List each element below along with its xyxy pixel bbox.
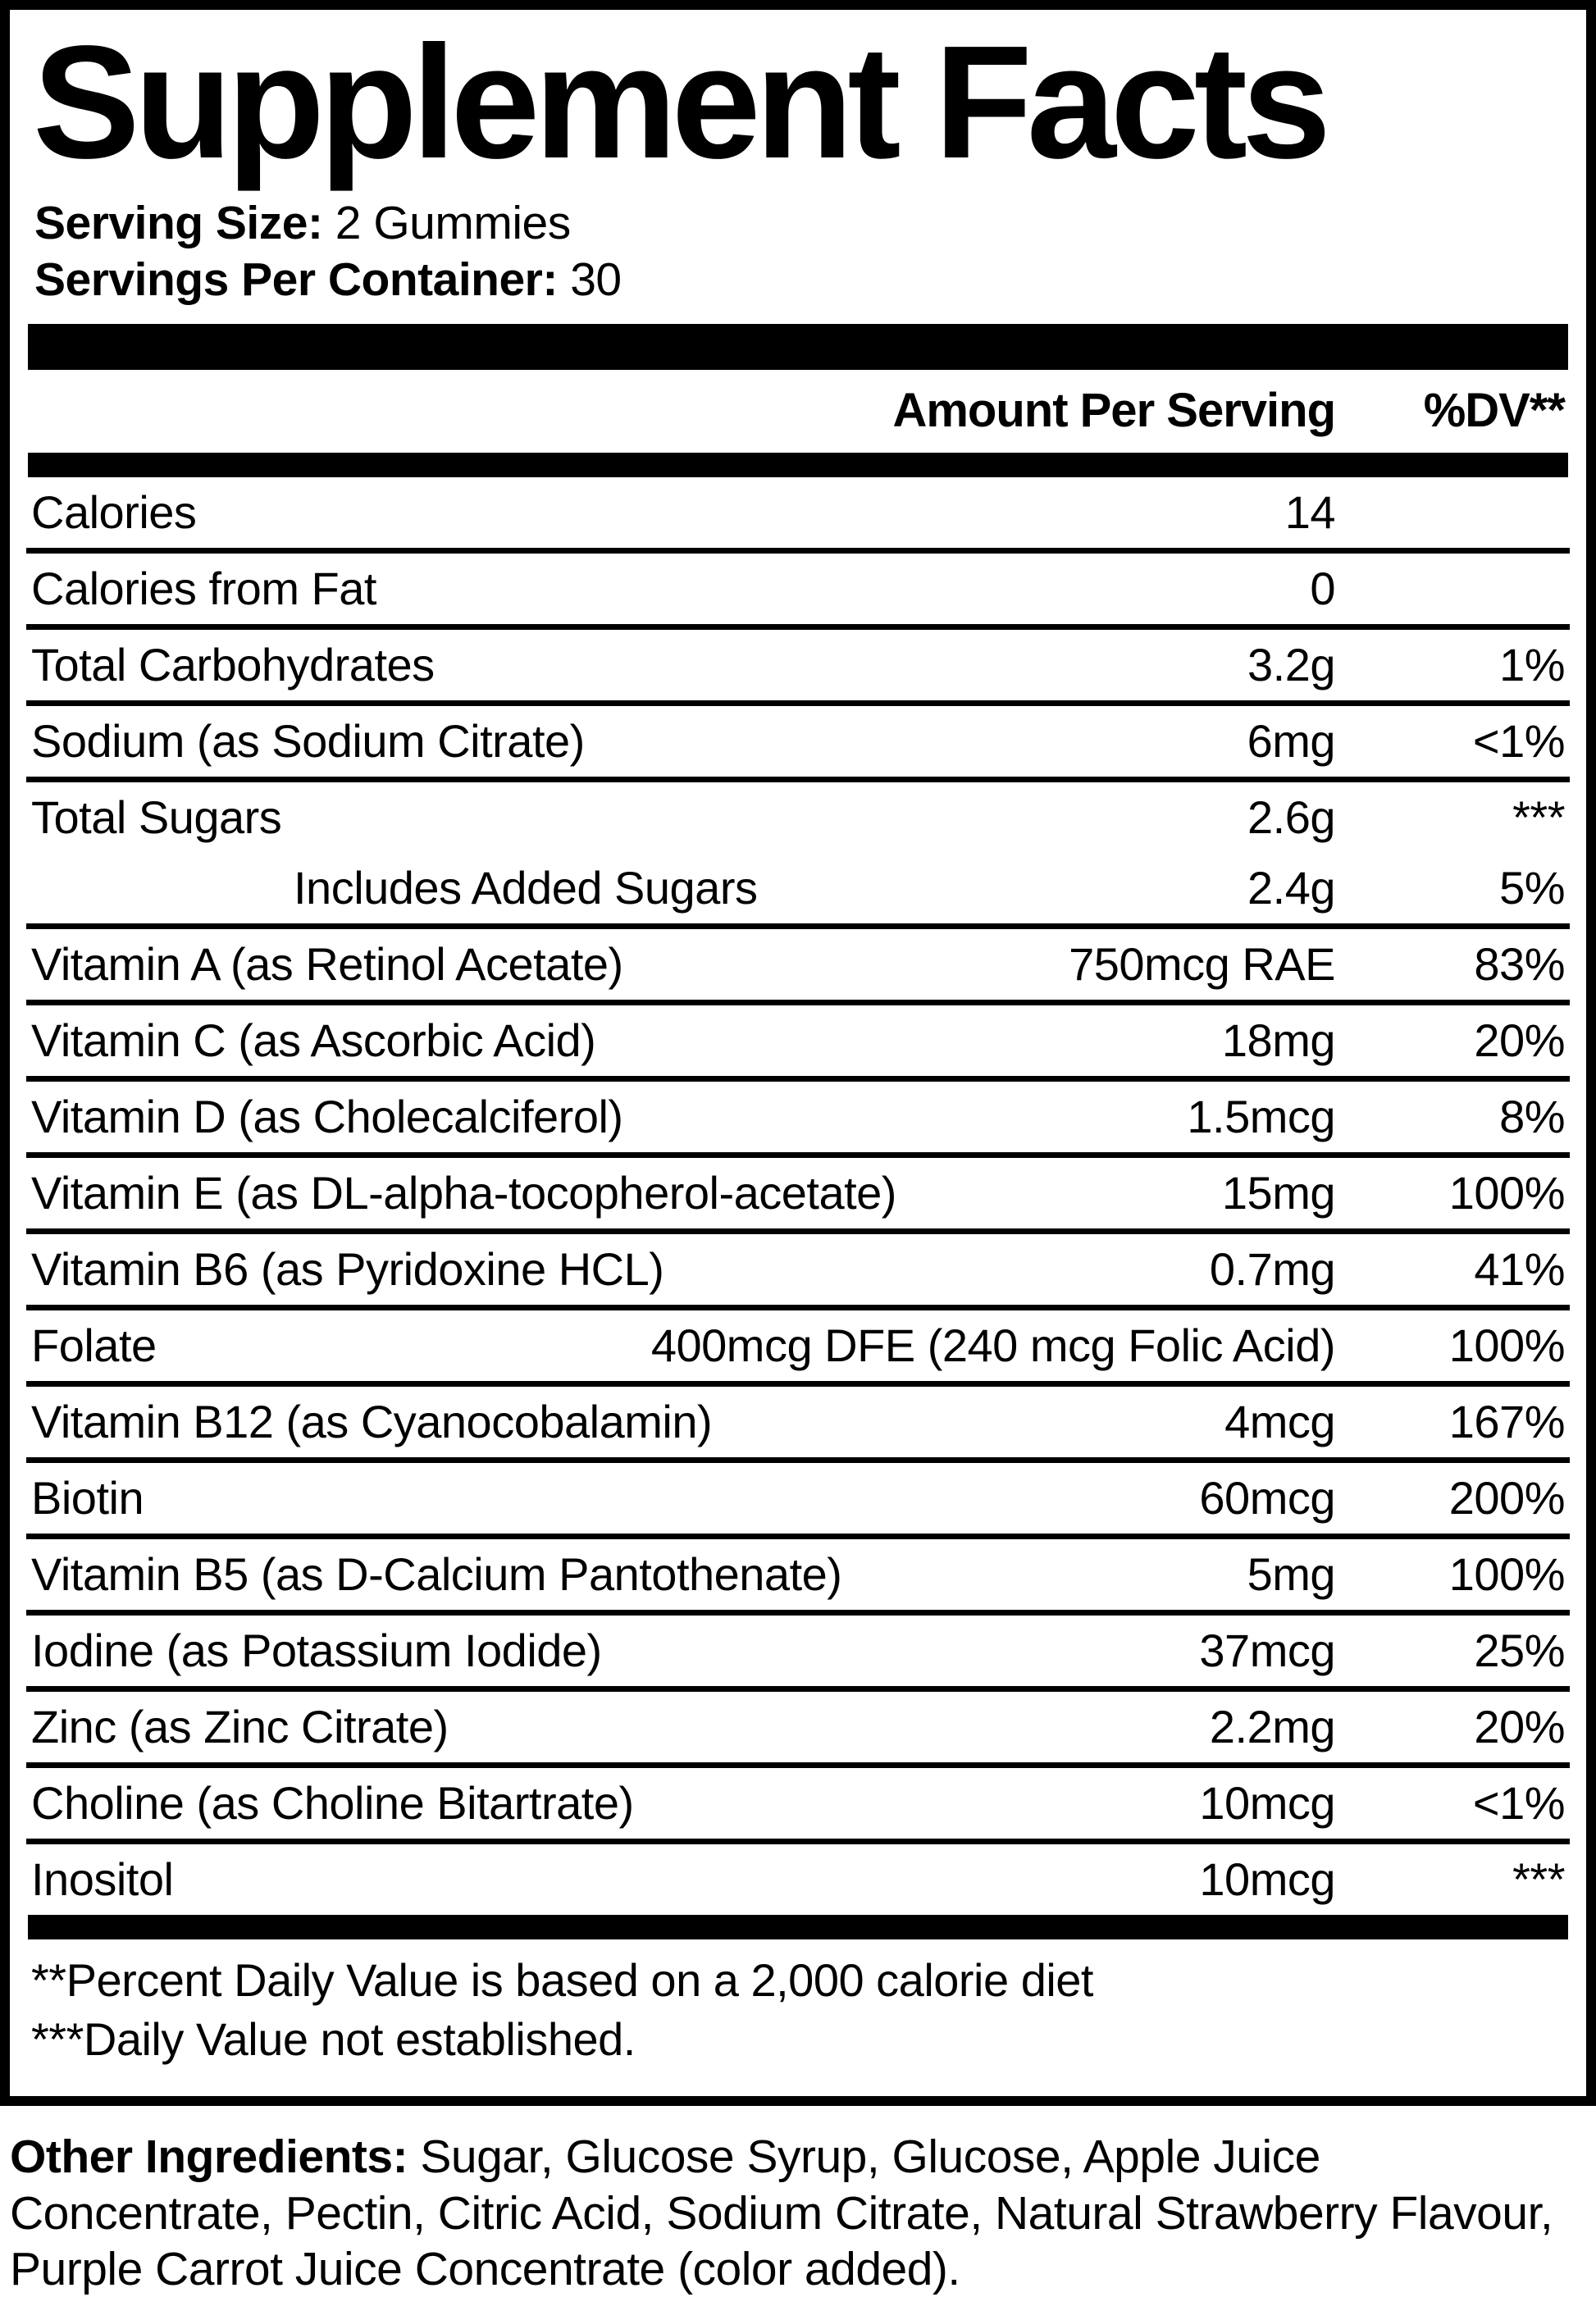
nutrient-row (26, 1381, 1570, 1457)
nutrient-amount: 750mcg RAE (1069, 938, 1335, 991)
nutrient-amount: 15mg (1221, 1167, 1335, 1219)
table-header-row (26, 370, 1570, 448)
nutrient-amount: 0.7mg (1209, 1243, 1335, 1296)
nutrient-amount: 2.4g (1247, 862, 1335, 914)
other-ingredients-label: Other Ingredients: (10, 2131, 408, 2184)
nutrient-name: Vitamin E (as DL-alpha-tocopherol-acetate) (31, 1167, 896, 1219)
nutrient-dv: 167% (1448, 1396, 1565, 1448)
nutrient-row (26, 1610, 1570, 1686)
nutrient-name: Folate (31, 1319, 157, 1372)
other-ingredients (10, 2129, 1575, 2297)
nutrient-name: Biotin (31, 1472, 144, 1524)
thick-divider-top (28, 324, 1568, 370)
nutrient-dv: <1% (1472, 1777, 1565, 1830)
nutrient-row (26, 1000, 1570, 1076)
nutrient-dv: 100% (1448, 1319, 1565, 1372)
nutrient-name: Iodine (as Potassium Iodide) (31, 1625, 602, 1677)
nutrient-amount: 60mcg (1199, 1472, 1335, 1524)
nutrient-amount: 400mcg DFE (240 mcg Folic Acid) (650, 1319, 1335, 1372)
servings-per-container-label: Servings Per Container: (34, 253, 558, 306)
nutrient-dv: 1% (1499, 639, 1565, 691)
nutrient-row (26, 1534, 1570, 1610)
nutrient-name: Zinc (as Zinc Citrate) (31, 1701, 449, 1753)
nutrient-amount: 10mcg (1199, 1853, 1335, 1906)
nutrient-row (26, 923, 1570, 1000)
nutrient-rows (26, 477, 1570, 1915)
nutrient-row (26, 1152, 1570, 1228)
nutrient-dv: 8% (1499, 1091, 1565, 1143)
nutrient-name: Total Sugars (31, 791, 282, 844)
nutrient-dv: 100% (1448, 1548, 1565, 1601)
nutrient-amount: 1.5mcg (1187, 1091, 1335, 1143)
nutrient-dv: 20% (1474, 1701, 1565, 1753)
nutrient-row (26, 700, 1570, 777)
nutrient-row (26, 1457, 1570, 1534)
nutrient-amount: 14 (1284, 486, 1335, 539)
footnote-dv-basis: **Percent Daily Value is based on a 2,000 calorie diet (31, 1953, 1093, 2006)
medium-divider (28, 453, 1568, 477)
thick-divider-bottom (28, 1915, 1568, 1939)
nutrient-name: Choline (as Choline Bitartrate) (31, 1777, 634, 1830)
nutrient-amount: 4mcg (1224, 1396, 1335, 1448)
nutrient-name: Inositol (31, 1853, 174, 1906)
nutrient-row (26, 1305, 1570, 1381)
nutrient-amount: 2.2mg (1209, 1701, 1335, 1753)
nutrient-name: Vitamin B6 (as Pyridoxine HCL) (31, 1243, 664, 1296)
serving-size-label: Serving Size: (34, 197, 323, 250)
nutrient-row (26, 1228, 1570, 1305)
header-dv-label: %DV** (1423, 383, 1565, 437)
nutrient-row (26, 1686, 1570, 1762)
nutrient-amount: 10mcg (1199, 1777, 1335, 1830)
nutrient-amount: 3.2g (1247, 639, 1335, 691)
nutrient-dv: 100% (1448, 1167, 1565, 1219)
nutrient-dv: 20% (1474, 1014, 1565, 1067)
nutrient-row (26, 477, 1570, 548)
nutrient-amount: 5mg (1247, 1548, 1335, 1601)
nutrient-dv: *** (1512, 1853, 1565, 1906)
nutrient-row (26, 1762, 1570, 1839)
nutrient-row (26, 1076, 1570, 1152)
nutrient-amount: 6mg (1247, 715, 1335, 768)
servings-per-container-line (34, 252, 1570, 308)
nutrient-amount: 37mcg (1199, 1625, 1335, 1677)
nutrient-amount: 0 (1310, 563, 1335, 615)
nutrient-name: Calories from Fat (31, 563, 376, 615)
nutrient-name: Vitamin B12 (as Cyanocobalamin) (31, 1396, 713, 1448)
nutrient-dv: 200% (1448, 1472, 1565, 1524)
footnote-dv-not-established: ***Daily Value not established. (31, 2012, 636, 2065)
serving-size-value: 2 Gummies (335, 197, 571, 250)
nutrient-dv: 5% (1499, 862, 1565, 914)
servings-per-container-value: 30 (570, 253, 622, 306)
nutrient-row (26, 548, 1570, 624)
nutrient-name: Vitamin B5 (as D-Calcium Pantothenate) (31, 1548, 842, 1601)
nutrient-name: Vitamin C (as Ascorbic Acid) (31, 1014, 596, 1067)
nutrient-name: Calories (31, 486, 197, 539)
serving-size-line (34, 195, 1570, 251)
nutrient-amount: 18mg (1221, 1014, 1335, 1067)
nutrient-name: Sodium (as Sodium Citrate) (31, 715, 585, 768)
nutrient-amount: 2.6g (1247, 791, 1335, 844)
nutrient-dv: 25% (1474, 1625, 1565, 1677)
nutrient-row (26, 853, 1570, 923)
page-title: Supplement Facts (33, 12, 1326, 192)
nutrient-row (26, 777, 1570, 853)
nutrient-name: Includes Added Sugars (294, 862, 758, 914)
nutrient-dv: *** (1512, 791, 1565, 844)
footnotes (26, 1939, 1570, 2083)
nutrient-name: Total Carbohydrates (31, 639, 435, 691)
nutrient-dv: 83% (1474, 938, 1565, 991)
nutrient-dv: <1% (1472, 715, 1565, 768)
other-ingredients-text: Sugar, Glucose Syrup, Glucose, Apple Juice Concentrate, Pectin, Citric Acid, Sodium Citrate, Natural Strawberry Flavour, Purple Carrot Juice Concentrate (color added). (10, 2131, 1553, 2296)
nutrient-name: Vitamin A (as Retinol Acetate) (31, 938, 623, 991)
nutrient-name: Vitamin D (as Cholecalciferol) (31, 1091, 623, 1143)
nutrient-row (26, 624, 1570, 700)
nutrient-row (26, 1839, 1570, 1915)
nutrient-dv: 41% (1474, 1243, 1565, 1296)
header-amount-label: Amount Per Serving (892, 383, 1335, 437)
